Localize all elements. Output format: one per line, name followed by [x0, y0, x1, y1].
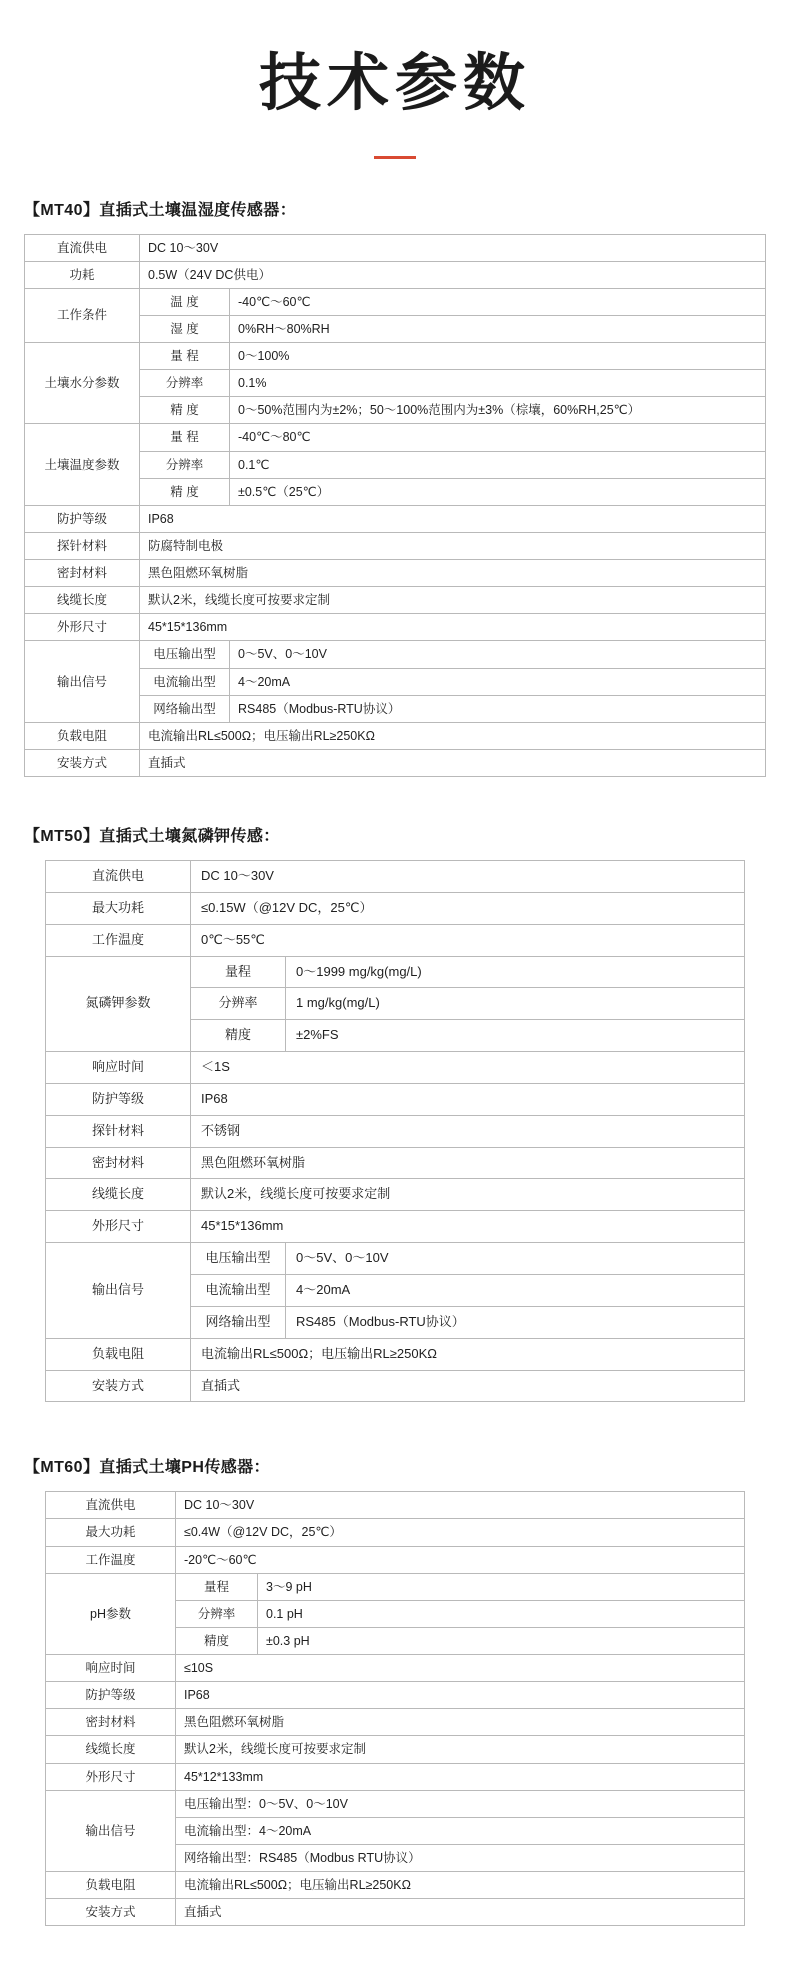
row-value: 网络输出型：RS485（Modbus RTU协议） — [176, 1844, 745, 1871]
row-label: 外形尺寸 — [46, 1763, 176, 1790]
row-label: 探针材料 — [25, 532, 140, 559]
table-row — [25, 614, 766, 641]
row-value: DC 10～30V — [191, 861, 745, 893]
table-row — [25, 261, 766, 288]
section-mt50 — [0, 823, 790, 1402]
row-value: 电流输出型：4～20mA — [176, 1817, 745, 1844]
row-label: 探针材料 — [46, 1115, 191, 1147]
row-label: 线缆长度 — [25, 587, 140, 614]
row-value: 3～9 pH — [258, 1573, 745, 1600]
row-label: 防护等级 — [46, 1682, 176, 1709]
row-value: -20℃～60℃ — [176, 1546, 745, 1573]
row-value: 电流输出RL≤500Ω；电压输出RL≥250KΩ — [191, 1338, 745, 1370]
row-value: ±0.5℃（25℃） — [230, 478, 766, 505]
row-label: 直流供电 — [25, 234, 140, 261]
row-value: 直插式 — [140, 749, 766, 776]
row-label: 安装方式 — [25, 749, 140, 776]
row-value: ＜1S — [191, 1052, 745, 1084]
spec-table-mt60 — [45, 1491, 745, 1926]
row-label: 工作条件 — [25, 288, 140, 342]
row-value: 0.1℃ — [230, 451, 766, 478]
row-value: RS485（Modbus-RTU协议） — [230, 695, 766, 722]
row-value: 电流输出RL≤500Ω；电压输出RL≥250KΩ — [176, 1872, 745, 1899]
row-value: 0～50%范围内为±2%；50～100%范围内为±3%（棕壤，60%RH,25℃） — [230, 397, 766, 424]
row-value: DC 10～30V — [140, 234, 766, 261]
row-value: IP68 — [176, 1682, 745, 1709]
row-sublabel: 分辨率 — [140, 451, 230, 478]
row-value: 4～20mA — [230, 668, 766, 695]
table-row — [25, 722, 766, 749]
spec-table-body-mt60 — [46, 1492, 745, 1926]
row-sublabel: 电压输出型 — [191, 1243, 286, 1275]
table-row — [46, 1736, 745, 1763]
table-row — [25, 424, 766, 451]
row-label: 安装方式 — [46, 1899, 176, 1926]
row-value: 默认2米，线缆长度可按要求定制 — [140, 587, 766, 614]
row-value: 45*15*136mm — [191, 1211, 745, 1243]
row-label: 最大功耗 — [46, 892, 191, 924]
row-sublabel: 分辨率 — [140, 370, 230, 397]
row-sublabel: 分辨率 — [176, 1600, 258, 1627]
section-heading-mt50: 【MT50】直插式土壤氮磷钾传感： — [24, 828, 280, 845]
row-sublabel: 电流输出型 — [140, 668, 230, 695]
row-sublabel: 量程 — [176, 1573, 258, 1600]
table-row — [25, 288, 766, 315]
row-label: 土壤水分参数 — [25, 343, 140, 424]
row-label: pH参数 — [46, 1573, 176, 1654]
table-row — [46, 1655, 745, 1682]
row-label: 线缆长度 — [46, 1736, 176, 1763]
row-value: -40℃～80℃ — [230, 424, 766, 451]
table-row — [46, 861, 745, 893]
row-value: 电流输出RL≤500Ω；电压输出RL≥250KΩ — [140, 722, 766, 749]
row-value: ≤10S — [176, 1655, 745, 1682]
section-heading-mt40: 【MT40】直插式土壤温湿度传感器： — [24, 201, 297, 219]
table-row — [25, 234, 766, 261]
row-value: RS485（Modbus-RTU协议） — [286, 1306, 745, 1338]
row-label: 功耗 — [25, 261, 140, 288]
row-value: 0.1 pH — [258, 1600, 745, 1627]
row-value: 45*12*133mm — [176, 1763, 745, 1790]
table-row — [46, 1546, 745, 1573]
row-value: IP68 — [191, 1083, 745, 1115]
table-row — [46, 1243, 745, 1275]
row-sublabel: 分辨率 — [191, 988, 286, 1020]
table-row — [46, 956, 745, 988]
row-value: 0℃～55℃ — [191, 924, 745, 956]
row-value: ±0.3 pH — [258, 1627, 745, 1654]
row-value: 黑色阻燃环氧树脂 — [140, 560, 766, 587]
row-label: 土壤温度参数 — [25, 424, 140, 505]
row-value: 直插式 — [176, 1899, 745, 1926]
table-row — [25, 343, 766, 370]
row-value: 0～100% — [230, 343, 766, 370]
table-row — [46, 1052, 745, 1084]
row-value: 0～1999 mg/kg(mg/L) — [286, 956, 745, 988]
row-value: -40℃～60℃ — [230, 288, 766, 315]
row-label: 密封材料 — [46, 1709, 176, 1736]
spec-table-mt50 — [45, 860, 745, 1402]
row-value: 黑色阻燃环氧树脂 — [176, 1709, 745, 1736]
row-value: 0～5V、0～10V — [286, 1243, 745, 1275]
table-row — [46, 1492, 745, 1519]
row-sublabel: 量 程 — [140, 343, 230, 370]
table-row — [46, 1573, 745, 1600]
row-value: 默认2米，线缆长度可按要求定制 — [176, 1736, 745, 1763]
row-sublabel: 网络输出型 — [140, 695, 230, 722]
row-label: 防护等级 — [46, 1083, 191, 1115]
table-row — [25, 505, 766, 532]
table-row — [46, 1790, 745, 1817]
row-label: 防护等级 — [25, 505, 140, 532]
row-value: 黑色阻燃环氧树脂 — [191, 1147, 745, 1179]
table-row — [46, 1338, 745, 1370]
row-value: 0～5V、0～10V — [230, 641, 766, 668]
section-heading-mt60: 【MT60】直插式土壤PH传感器： — [24, 1459, 270, 1477]
row-label: 氮磷钾参数 — [46, 956, 191, 1052]
row-value: 45*15*136mm — [140, 614, 766, 641]
row-label: 响应时间 — [46, 1655, 176, 1682]
table-row — [25, 532, 766, 559]
row-label: 外形尺寸 — [46, 1211, 191, 1243]
table-row — [46, 1899, 745, 1926]
table-row — [25, 587, 766, 614]
row-label: 响应时间 — [46, 1052, 191, 1084]
row-label: 线缆长度 — [46, 1179, 191, 1211]
row-value: 电压输出型：0～5V、0～10V — [176, 1790, 745, 1817]
row-value: 0%RH～80%RH — [230, 315, 766, 342]
row-value: IP68 — [140, 505, 766, 532]
row-sublabel: 精度 — [176, 1627, 258, 1654]
row-value: 防腐特制电极 — [140, 532, 766, 559]
row-sublabel: 量 程 — [140, 424, 230, 451]
row-value: 0.1% — [230, 370, 766, 397]
table-row — [46, 1709, 745, 1736]
row-value: ≤0.15W（@12V DC，25℃） — [191, 892, 745, 924]
table-row — [46, 1519, 745, 1546]
row-value: 1 mg/kg(mg/L) — [286, 988, 745, 1020]
table-row — [46, 1115, 745, 1147]
table-row — [46, 1370, 745, 1402]
section-mt40 — [0, 197, 790, 778]
table-row — [46, 892, 745, 924]
row-sublabel: 网络输出型 — [191, 1306, 286, 1338]
row-value: 0.5W（24V DC供电） — [140, 261, 766, 288]
row-sublabel: 量程 — [191, 956, 286, 988]
table-row — [46, 1682, 745, 1709]
row-label: 负载电阻 — [25, 722, 140, 749]
table-row — [46, 1872, 745, 1899]
row-value: ±2%FS — [286, 1020, 745, 1052]
title-divider — [374, 156, 416, 159]
row-value: 默认2米，线缆长度可按要求定制 — [191, 1179, 745, 1211]
table-row — [25, 560, 766, 587]
row-label: 密封材料 — [46, 1147, 191, 1179]
table-row — [46, 924, 745, 956]
table-row — [46, 1083, 745, 1115]
row-value: DC 10～30V — [176, 1492, 745, 1519]
row-value: 4～20mA — [286, 1274, 745, 1306]
row-sublabel: 电流输出型 — [191, 1274, 286, 1306]
row-label: 密封材料 — [25, 560, 140, 587]
table-row — [25, 749, 766, 776]
table-row — [25, 641, 766, 668]
row-sublabel: 电压输出型 — [140, 641, 230, 668]
spec-table-body-mt50 — [46, 861, 745, 1402]
row-label: 工作温度 — [46, 1546, 176, 1573]
spec-table-mt40 — [24, 234, 766, 778]
row-sublabel: 温 度 — [140, 288, 230, 315]
row-label: 输出信号 — [25, 641, 140, 722]
spec-table-body-mt40 — [25, 234, 766, 777]
row-label: 直流供电 — [46, 1492, 176, 1519]
row-label: 输出信号 — [46, 1243, 191, 1339]
row-value: 不锈钢 — [191, 1115, 745, 1147]
row-label: 输出信号 — [46, 1790, 176, 1871]
row-label: 负载电阻 — [46, 1872, 176, 1899]
row-sublabel: 精度 — [191, 1020, 286, 1052]
row-sublabel: 湿 度 — [140, 315, 230, 342]
row-label: 工作温度 — [46, 924, 191, 956]
row-sublabel: 精 度 — [140, 397, 230, 424]
table-row — [46, 1179, 745, 1211]
section-mt60 — [0, 1454, 790, 1926]
table-row — [46, 1147, 745, 1179]
page-title: 技术参数 — [258, 46, 531, 119]
row-sublabel: 精 度 — [140, 478, 230, 505]
row-label: 安装方式 — [46, 1370, 191, 1402]
row-label: 直流供电 — [46, 861, 191, 893]
row-label: 外形尺寸 — [25, 614, 140, 641]
row-label: 最大功耗 — [46, 1519, 176, 1546]
row-value: ≤0.4W（@12V DC，25℃） — [176, 1519, 745, 1546]
table-row — [46, 1763, 745, 1790]
table-row — [46, 1211, 745, 1243]
row-value: 直插式 — [191, 1370, 745, 1402]
row-label: 负载电阻 — [46, 1338, 191, 1370]
